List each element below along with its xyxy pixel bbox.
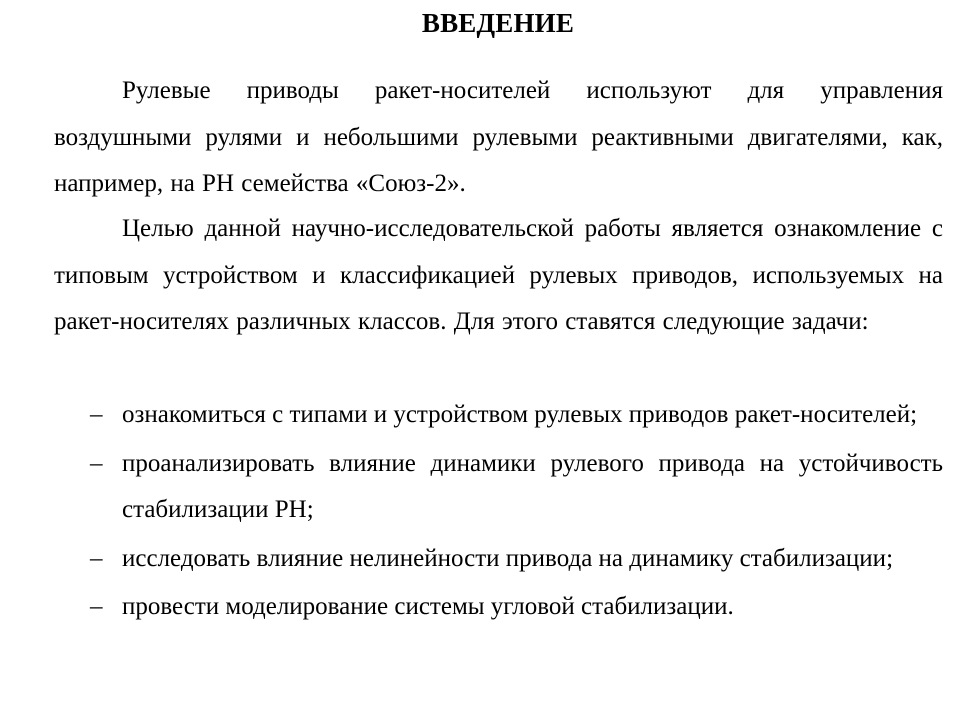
task-list-item [54,441,943,534]
list-dash: – [90,593,103,620]
intro-paragraph-1: Рулевые приводы ракет-носителей используют для управления воздушными рулями и небольшими рулевыми реактивными двигателями, как, например, на РН семейства «Союз-2». [54,77,943,197]
task-text: провести моделирование системы угловой стабилизации. [122,593,734,620]
task-list-item [54,392,943,439]
task-list-item [54,536,943,583]
intro-paragraph-2: Целью данной научно-исследовательской работы является ознакомление с типовым устройством и классификацией рулевых приводов, используемых на ракет-носителях различных классов. Для этого ставятся следующие задачи: [54,215,943,335]
task-list [54,392,943,633]
section-heading: ВВЕДЕНИЕ [421,8,575,38]
list-dash: – [90,544,103,572]
task-text: проанализировать влияние динамики рулевого привода на устойчивость стабилизации РН; [122,449,943,523]
task-list-item [54,584,943,631]
task-text: ознакомиться с типами и устройством рулевых приводов ракет-носителей; [122,401,918,428]
task-text: исследовать влияние нелинейности привода на динамику стабилизации; [122,544,894,572]
list-dash: – [90,449,103,477]
list-dash: – [90,401,103,428]
